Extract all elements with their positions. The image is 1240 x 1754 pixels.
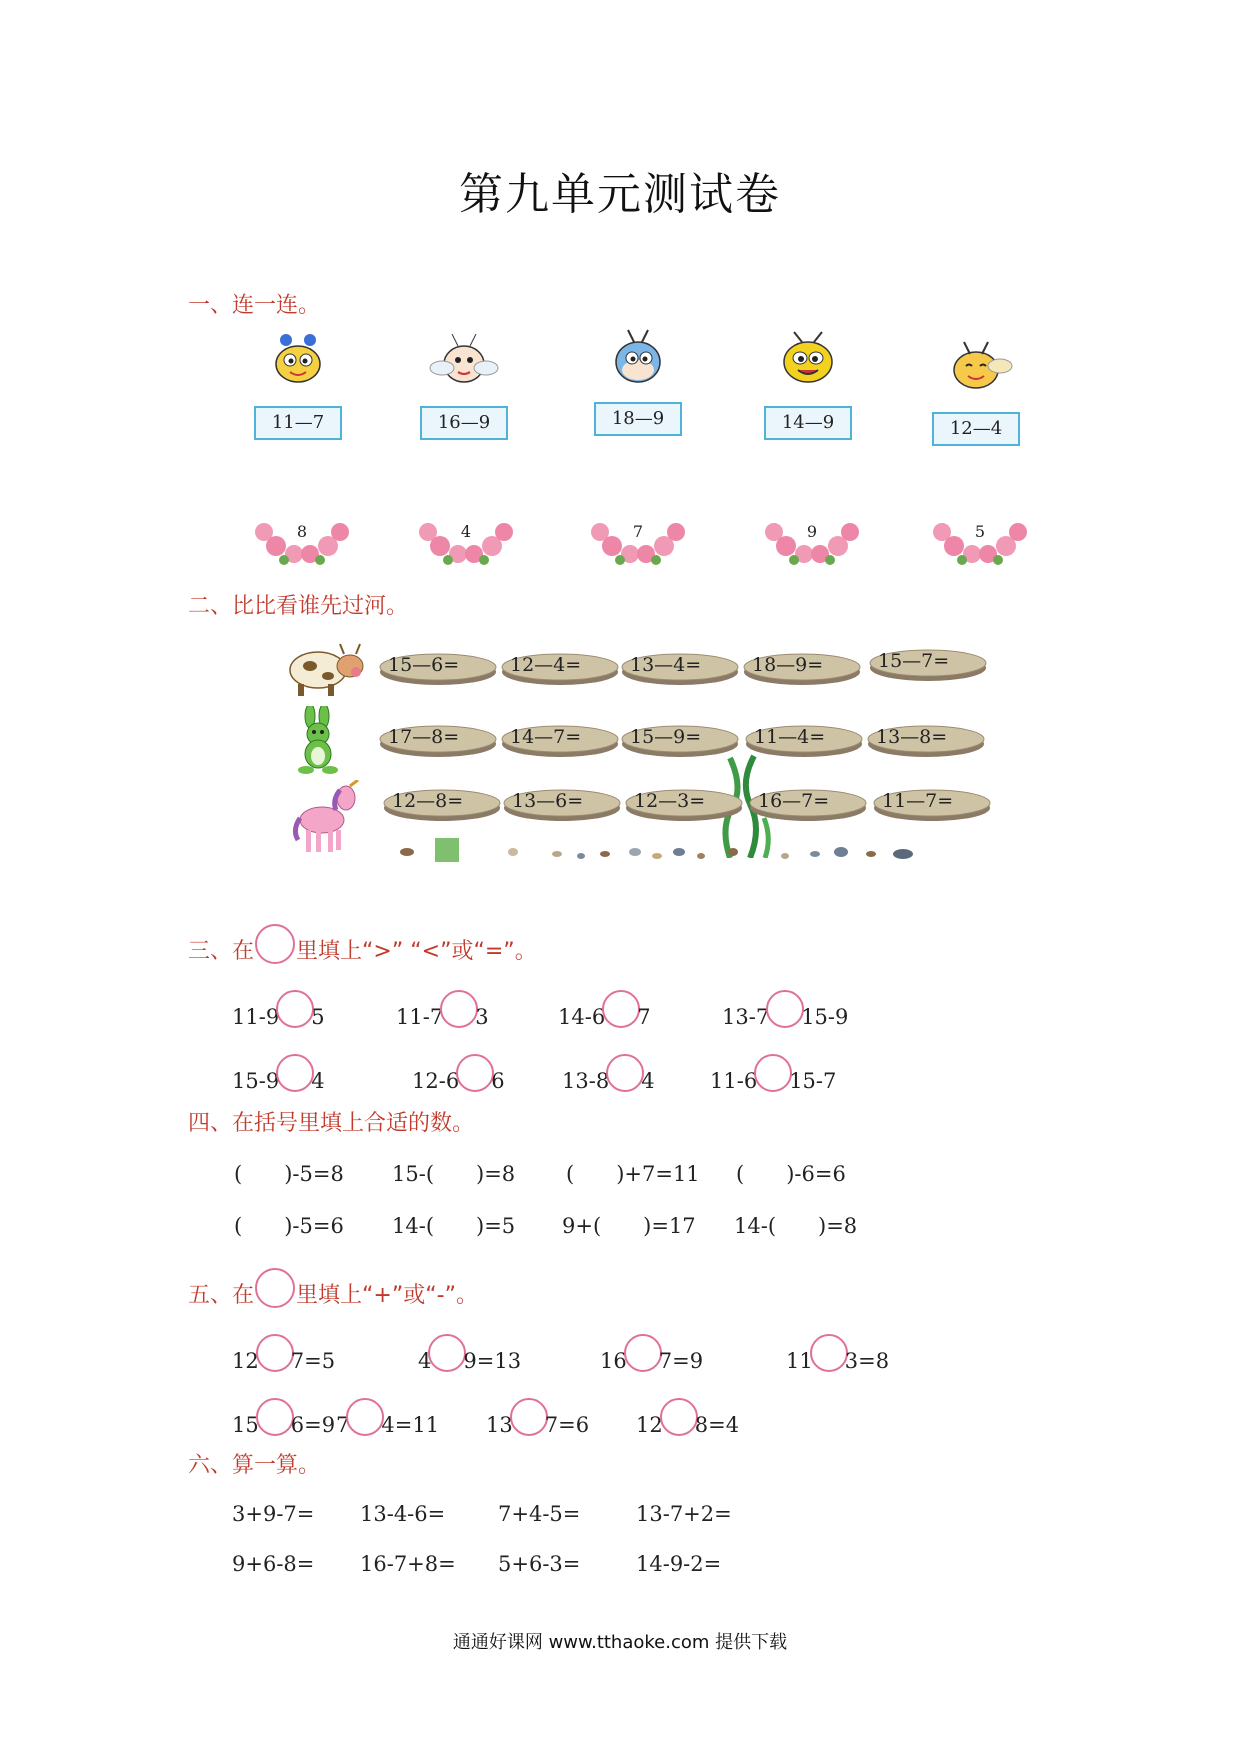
operator-item	[600, 1334, 703, 1373]
answer-circle[interactable]	[256, 1398, 294, 1436]
stone-expression: 13—6=	[512, 790, 584, 812]
expr-right: 6=9	[290, 1413, 336, 1437]
cow-icon	[284, 636, 368, 698]
stepping-stone	[500, 650, 620, 686]
bug-card-2	[394, 330, 534, 440]
unicorn-icon	[292, 780, 364, 856]
compare-item	[412, 1054, 505, 1093]
calc-item[interactable]: 7+4-5=	[498, 1502, 581, 1526]
bug-card-5	[906, 336, 1046, 446]
expression-card: 12—4	[932, 412, 1020, 446]
answer-circle[interactable]	[810, 1334, 848, 1372]
answer-circle[interactable]	[602, 990, 640, 1028]
stone-expression: 14—7=	[510, 726, 582, 748]
flower-number: 8	[296, 522, 308, 541]
expr-right: 9=13	[463, 1349, 522, 1373]
bee-icon	[768, 330, 848, 390]
stone-expression: 16—7=	[758, 790, 830, 812]
expr-right: 7=6	[544, 1413, 590, 1437]
answer-circle[interactable]	[606, 1054, 644, 1092]
circle-placeholder-icon	[255, 924, 295, 964]
stepping-stone	[620, 650, 740, 686]
section-1-heading: 一、连一连。	[188, 293, 321, 318]
stone-expression: 17—8=	[388, 726, 460, 748]
pebbles-decoration	[395, 836, 935, 866]
expr-left: 13-7	[722, 1005, 770, 1029]
answer-circle[interactable]	[456, 1054, 494, 1092]
flower-number: 5	[974, 522, 986, 541]
stone-expression: 11—7=	[882, 790, 954, 812]
fill-blank-item[interactable]: 15-( )=8	[392, 1162, 516, 1186]
stepping-stone	[382, 786, 502, 822]
operator-item	[232, 1398, 335, 1437]
compare-item	[562, 1054, 655, 1093]
stone-expression: 15—7=	[878, 650, 950, 672]
flower-garland-1	[254, 516, 350, 566]
operator-item	[636, 1398, 739, 1437]
flower-number: 7	[632, 522, 644, 541]
expression-card: 11—7	[254, 406, 342, 440]
answer-circle[interactable]	[346, 1398, 384, 1436]
compare-item	[232, 990, 325, 1029]
answer-circle[interactable]	[256, 1334, 294, 1372]
flower-number: 4	[460, 522, 472, 541]
operator-item	[418, 1334, 521, 1373]
expr-left: 11	[786, 1349, 813, 1373]
expr-right: 4=11	[381, 1413, 440, 1437]
flower-number: 9	[806, 522, 818, 541]
expr-left: 4	[418, 1349, 432, 1373]
expr-left: 12	[636, 1413, 663, 1437]
flower-garland-3	[590, 516, 686, 566]
expr-left: 11-6	[710, 1069, 758, 1093]
stepping-stone	[742, 650, 862, 686]
operator-item	[786, 1334, 889, 1373]
section-3-suffix: 里填上“>” “<”或“=”。	[296, 939, 537, 964]
expr-right: 6	[491, 1069, 505, 1093]
circle-placeholder-icon	[255, 1268, 295, 1308]
section-3-prefix: 三、在	[188, 939, 255, 964]
stepping-stone	[502, 786, 622, 822]
section-5-heading	[188, 1268, 478, 1309]
bug-icon	[424, 330, 504, 390]
stone-expression: 18—9=	[752, 654, 824, 676]
stone-expression: 15—9=	[630, 726, 702, 748]
expr-right: 15-7	[789, 1069, 837, 1093]
calc-item[interactable]: 16-7+8=	[360, 1552, 456, 1576]
fill-blank-item[interactable]: ( )+7=11	[566, 1162, 700, 1186]
expr-right: 3	[475, 1005, 489, 1029]
section-5-suffix: 里填上“+”或“-”。	[296, 1283, 478, 1308]
stepping-stone	[872, 786, 992, 822]
expr-right: 7=5	[290, 1349, 336, 1373]
expr-left: 15	[232, 1413, 259, 1437]
expr-left: 16	[600, 1349, 627, 1373]
expr-right: 7=9	[658, 1349, 704, 1373]
expr-left: 14-6	[558, 1005, 606, 1029]
section-5-prefix: 五、在	[188, 1283, 255, 1308]
rabbit-icon	[288, 706, 354, 776]
stepping-stone	[378, 722, 498, 758]
expr-left: 13-8	[562, 1069, 610, 1093]
expr-right: 7	[637, 1005, 651, 1029]
bug-card-1	[228, 330, 368, 440]
stepping-stone	[500, 722, 620, 758]
answer-circle[interactable]	[276, 1054, 314, 1092]
bug-card-4	[738, 330, 878, 440]
bee-icon	[936, 336, 1016, 396]
compare-item	[396, 990, 489, 1029]
page-title: 第九单元测试卷	[459, 169, 781, 220]
expr-left: 11-7	[396, 1005, 444, 1029]
expr-right: 4	[311, 1069, 325, 1093]
expression-card: 14—9	[764, 406, 852, 440]
fill-blank-item[interactable]: 14-( )=5	[392, 1214, 516, 1238]
stepping-stone	[624, 786, 744, 822]
fill-blank-item[interactable]: ( )-5=6	[234, 1214, 344, 1238]
expr-left: 12-6	[412, 1069, 460, 1093]
fill-blank-item[interactable]: ( )-6=6	[736, 1162, 846, 1186]
bug-icon	[598, 326, 678, 390]
expression-card: 18—9	[594, 402, 682, 436]
answer-circle[interactable]	[276, 990, 314, 1028]
answer-circle[interactable]	[428, 1334, 466, 1372]
stepping-stone	[866, 722, 986, 758]
stone-expression: 11—4=	[754, 726, 826, 748]
flower-garland-5	[932, 516, 1028, 566]
answer-circle[interactable]	[440, 990, 478, 1028]
section-2-heading: 二、比比看谁先过河。	[188, 594, 409, 619]
expr-right: 3=8	[844, 1349, 890, 1373]
expr-left: 15-9	[232, 1069, 280, 1093]
answer-circle[interactable]	[660, 1398, 698, 1436]
expr-left: 11-9	[232, 1005, 280, 1029]
stone-expression: 12—4=	[510, 654, 582, 676]
flower-garland-4	[764, 516, 860, 566]
stone-expression: 15—6=	[388, 654, 460, 676]
compare-item	[710, 1054, 836, 1093]
operator-item	[232, 1334, 335, 1373]
compare-item	[558, 990, 651, 1029]
calc-item[interactable]: 3+9-7=	[232, 1502, 315, 1526]
answer-circle[interactable]	[624, 1334, 662, 1372]
stone-expression: 13—8=	[876, 726, 948, 748]
expr-right: 5	[311, 1005, 325, 1029]
fill-blank-item[interactable]: ( )-5=8	[234, 1162, 344, 1186]
operator-item	[486, 1398, 589, 1437]
expr-right: 15-9	[801, 1005, 849, 1029]
operator-item	[336, 1398, 439, 1437]
answer-circle[interactable]	[766, 990, 804, 1028]
calc-item[interactable]: 13-7+2=	[636, 1502, 732, 1526]
calc-item[interactable]: 5+6-3=	[498, 1552, 581, 1576]
stone-expression: 12—3=	[634, 790, 706, 812]
expr-left: 7	[336, 1413, 350, 1437]
calc-item[interactable]: 14-9-2=	[636, 1552, 722, 1576]
footer-credit: 通通好课网 www.tthaoke.com 提供下载	[452, 1632, 788, 1653]
stepping-stone	[378, 650, 498, 686]
calc-item[interactable]: 9+6-8=	[232, 1552, 315, 1576]
fill-blank-item[interactable]: 9+( )=17	[562, 1214, 696, 1238]
section-3-heading	[188, 924, 537, 965]
bug-icon	[258, 330, 338, 390]
expression-card: 16—9	[420, 406, 508, 440]
bug-card-3	[568, 326, 708, 436]
stone-expression: 13—4=	[630, 654, 702, 676]
stone-expression: 12—8=	[392, 790, 464, 812]
expr-right: 8=4	[694, 1413, 740, 1437]
answer-circle[interactable]	[510, 1398, 548, 1436]
calc-item[interactable]: 13-4-6=	[360, 1502, 446, 1526]
stepping-stone	[868, 646, 988, 682]
section-6-heading: 六、算一算。	[188, 1453, 321, 1478]
compare-item	[232, 1054, 325, 1093]
section-4-heading: 四、在括号里填上合适的数。	[188, 1111, 475, 1136]
expr-left: 13	[486, 1413, 513, 1437]
expr-left: 12	[232, 1349, 259, 1373]
answer-circle[interactable]	[754, 1054, 792, 1092]
fill-blank-item[interactable]: 14-( )=8	[734, 1214, 858, 1238]
expr-right: 4	[641, 1069, 655, 1093]
stepping-stone	[748, 786, 868, 822]
flower-garland-2	[418, 516, 514, 566]
compare-item	[722, 990, 848, 1029]
